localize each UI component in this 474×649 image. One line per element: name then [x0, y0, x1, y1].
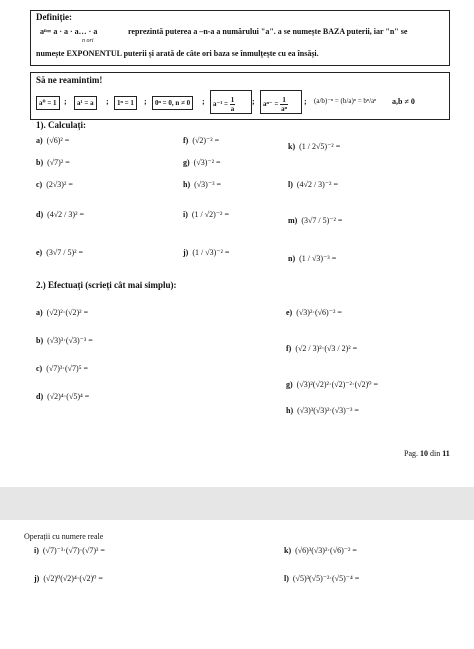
item-expr: (1 / 2√5)⁻² = — [299, 142, 341, 151]
exercise-1i — [183, 210, 229, 219]
item-expr: (1 / √2)⁻² = — [191, 210, 229, 219]
frac-den: aⁿ — [281, 105, 288, 113]
item-expr: (1 / √3)⁻² = — [192, 248, 230, 257]
item-label: k) — [288, 142, 296, 151]
item-label: i) — [183, 210, 188, 219]
reminder-title: Să ne reamintim! — [36, 75, 103, 85]
item-label: m) — [288, 216, 298, 225]
exercise-1e — [36, 248, 83, 257]
exercise-1l — [288, 180, 338, 189]
exercise-1c — [36, 180, 73, 189]
rule-zero-exponent: a⁰ = 1 — [36, 96, 60, 110]
exercise-2l — [284, 574, 359, 583]
item-label: l) — [284, 574, 289, 583]
page-of: din — [430, 449, 441, 458]
item-label: j) — [183, 248, 189, 257]
page-current: 10 — [420, 449, 428, 458]
exercise-2h — [286, 406, 359, 415]
exercise-2j — [34, 574, 103, 583]
section2-title: 2.) Efectuați (scrieți cât mai simplu): — [36, 280, 177, 290]
frac-num: 1 — [280, 96, 288, 105]
item-expr: (3√7 / 5)² = — [46, 248, 84, 257]
item-expr: (√2)⁻² = — [192, 136, 220, 145]
section1-title: 1). Calculați: — [36, 120, 86, 130]
item-label: n) — [288, 254, 296, 263]
rule-fraction-power: (a/b)⁻ⁿ = (b/a)ⁿ = bⁿ/aⁿ — [314, 97, 377, 105]
exercise-1g — [183, 158, 221, 167]
item-expr: (4√2 / 3)² = — [47, 210, 84, 219]
frac-num: 1 — [230, 96, 235, 104]
exercise-1m — [288, 216, 342, 225]
separator: ; — [252, 97, 255, 106]
item-label: d) — [36, 392, 44, 401]
page2-title: Operații cu numere reale — [24, 532, 104, 541]
exercise-2c — [36, 364, 88, 373]
item-label: h) — [183, 180, 191, 189]
item-expr: (√7)² = — [47, 158, 70, 167]
item-label: l) — [288, 180, 293, 189]
item-expr: (√6)³(√3)²·(√6)⁻² = — [295, 546, 357, 555]
item-expr: (√3)³(√3)²·(√3)⁻³ = — [297, 406, 359, 415]
item-expr: (√2)²·(√2)² = — [46, 308, 89, 317]
exercise-1b — [36, 158, 70, 167]
item-label: b) — [36, 158, 44, 167]
item-label: k) — [284, 546, 292, 555]
item-expr: (√7)⁻³·(√7)·(√7)³ = — [42, 546, 105, 555]
item-expr: (√6)² = — [46, 136, 70, 145]
separator: ; — [202, 97, 205, 106]
item-label: g) — [183, 158, 190, 167]
exercise-2d — [36, 392, 89, 401]
item-label: f) — [286, 344, 292, 353]
definition-line1: reprezintă puterea a –n-a a numărului "a". a se numește BAZA puterii, iar "n" se — [128, 27, 408, 36]
item-label: a) — [36, 136, 43, 145]
rule-condition: a,b ≠ 0 — [392, 97, 415, 106]
exercise-1k — [288, 142, 340, 151]
exercise-1a — [36, 136, 69, 145]
power-formula: aⁿ= a · a · a… · a — [40, 27, 98, 36]
item-expr: (√2)⁴·(√5)⁴ = — [47, 392, 90, 401]
item-label: j) — [34, 574, 40, 583]
item-label: e) — [36, 248, 43, 257]
rule-negative-lhs: aⁿ⁻ = — [263, 100, 279, 109]
rule-negative-frac — [280, 96, 288, 113]
item-expr: (√3)³·(√3)⁻³ = — [47, 336, 93, 345]
item-label: h) — [286, 406, 294, 415]
exercise-2e — [286, 308, 342, 317]
rule-zero-base: 0ⁿ = 0, n ≠ 0 — [152, 96, 193, 110]
separator: ; — [304, 97, 307, 106]
definition-under-brace: n ori — [82, 38, 94, 44]
exercise-2g — [286, 380, 378, 389]
item-label: i) — [34, 546, 39, 555]
exercise-2f — [286, 344, 357, 353]
exercise-2k — [284, 546, 357, 555]
item-expr: (√7)³·(√7)⁵ = — [46, 364, 89, 373]
rule-one-exponent: a¹ = a — [74, 96, 97, 110]
item-expr: (√5)³(√5)⁻²·(√5)⁻⁴ = — [292, 574, 360, 583]
item-label: a) — [36, 308, 43, 317]
item-label: g) — [286, 380, 293, 389]
exercise-1d — [36, 210, 84, 219]
item-expr: (2√3)² = — [46, 180, 73, 189]
item-label: b) — [36, 336, 44, 345]
page-11 — [0, 520, 474, 649]
exercise-1j — [183, 248, 229, 257]
rule-one-base: 1ⁿ = 1 — [114, 96, 137, 110]
exercise-1f — [183, 136, 219, 145]
item-label: c) — [36, 364, 43, 373]
item-label: e) — [286, 308, 293, 317]
separator: ; — [144, 97, 147, 106]
page-number — [404, 449, 450, 458]
exercise-1n — [288, 254, 336, 263]
item-label: f) — [183, 136, 189, 145]
exercise-2b — [36, 336, 93, 345]
item-expr: (3√7 / 5)⁻² = — [301, 216, 343, 225]
exercise-2i — [34, 546, 105, 555]
item-label: d) — [36, 210, 44, 219]
rule-inverse-frac — [230, 96, 236, 113]
definition-formula — [40, 27, 97, 36]
item-expr: (√3)²·(√6)⁻² = — [296, 308, 342, 317]
exercise-1h — [183, 180, 221, 189]
page-word: Pag. — [404, 449, 418, 458]
item-label: c) — [36, 180, 43, 189]
item-expr: (1 / √3)⁻³ = — [299, 254, 337, 263]
exercise-2a — [36, 308, 88, 317]
item-expr: (√2)⁰(√2)⁴·(√2)⁰ = — [43, 574, 103, 583]
separator: ; — [106, 97, 109, 106]
definition-line2: numește EXPONENTUL puterii și arată de câte ori baza se înmulțește cu ea însăși. — [36, 49, 319, 58]
rule-inverse — [213, 96, 235, 113]
item-expr: (√3)²(√2)²·(√2)⁻²·(√2)⁰ = — [296, 380, 379, 389]
page-total: 11 — [442, 449, 450, 458]
item-expr: (√3)⁻³ = — [194, 180, 221, 189]
item-expr: (√3)⁻² = — [193, 158, 221, 167]
item-expr: (4√2 / 3)⁻² = — [296, 180, 338, 189]
frac-den: a — [230, 105, 235, 113]
item-expr: (√2 / 3)²·(√3 / 2)² = — [295, 344, 358, 353]
rule-negative — [263, 96, 288, 113]
rule-inverse-lhs: a⁻¹ = — [213, 100, 229, 109]
definition-title: Definiție: — [36, 12, 72, 22]
separator: ; — [64, 97, 67, 106]
